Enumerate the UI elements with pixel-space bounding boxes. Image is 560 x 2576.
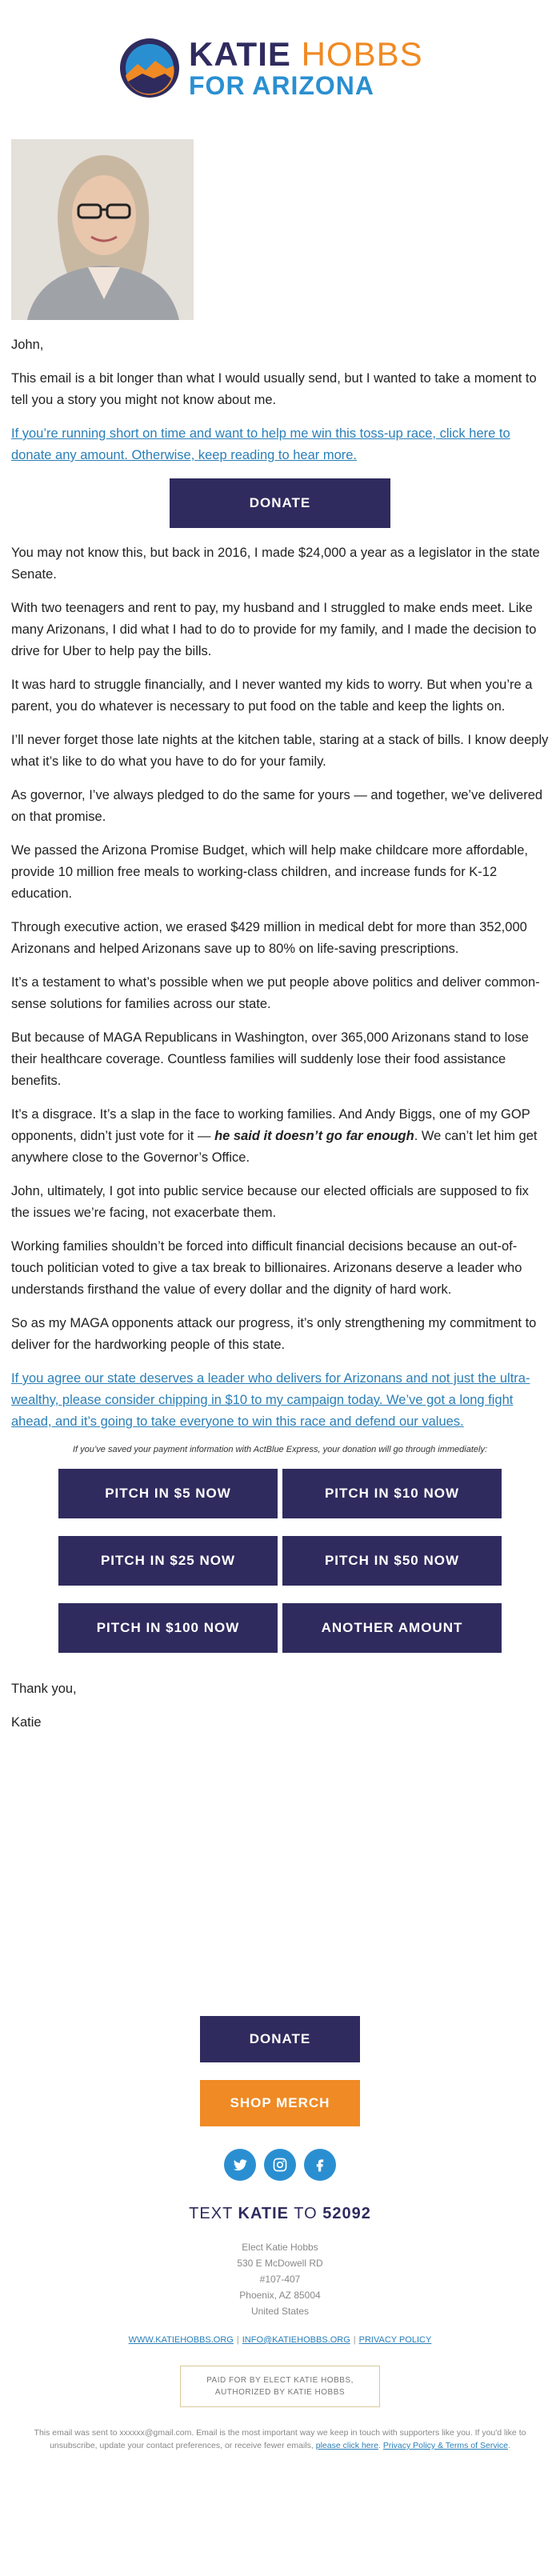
paragraph: John, ultimately, I got into public service because our elected officials are supposed to fix the issues we’re facing, not exacerbate them. — [11, 1184, 529, 1220]
email-header — [0, 0, 560, 140]
emphasis-text: he said it doesn’t go far enough — [214, 1129, 414, 1143]
paragraph: Working families shouldn’t be forced into difficult financial decisions because an out-of-touch politician voted to give a tax break to billionaires. Arizonans deserve a leader who understands firsthand the value of every dollar and the dignity of hard work. — [11, 1239, 522, 1297]
paragraph: As governor, I’ve always pledged to do the same for yours — and together, we’ve delivered on that promise. — [11, 788, 543, 824]
address-line: Elect Katie Hobbs — [242, 2242, 318, 2253]
pitch-in-50-button[interactable]: PITCH IN $50 NOW — [282, 1536, 502, 1586]
privacy-policy-link[interactable]: PRIVACY POLICY — [358, 2335, 432, 2345]
email-link[interactable]: INFO@KATIEHOBBS.ORG — [242, 2335, 350, 2345]
pitch-in-100-button[interactable]: PITCH IN $100 NOW — [58, 1603, 278, 1653]
facebook-icon[interactable] — [304, 2149, 336, 2181]
shop-merch-button[interactable]: SHOP MERCH — [200, 2080, 360, 2126]
address-line: #107-407 — [259, 2274, 301, 2285]
privacy-terms-link[interactable]: Privacy Policy & Terms of Service — [382, 2441, 508, 2450]
another-amount-button[interactable]: ANOTHER AMOUNT — [282, 1603, 502, 1653]
text-number: 52092 — [322, 2205, 371, 2222]
paragraph — [11, 1104, 549, 1169]
paragraph: Through executive action, we erased $429 million in medical debt for more than 352,000 Arizonans and helped Arizonans save up to 80% on life-saving prescriptions. — [11, 920, 527, 956]
paragraph: With two teenagers and rent to pay, my husband and I struggled to make ends meet. Like many Arizonans, I did what I had to do to provide for my family, and I made the decision to drive for Uber to help pay the bills. — [11, 601, 537, 658]
address-line: Phoenix, AZ 85004 — [239, 2290, 321, 2301]
footer-links — [0, 2335, 560, 2345]
separator: | — [353, 2335, 356, 2345]
paragraph: It was hard to struggle financially, and I never wanted my kids to worry. But when you’re a parent, you do whatever is necessary to put food on the table and keep the lights on. — [11, 678, 533, 714]
logo-tagline: FOR ARIZONA — [189, 71, 375, 100]
footer-donate-button[interactable]: DONATE — [200, 2016, 360, 2062]
email-body — [11, 334, 549, 1746]
address-line: 530 E McDowell RD — [237, 2258, 323, 2269]
candidate-photo — [11, 139, 194, 320]
paragraph-text: It’s a disgrace. It’s a slap in the face to working families. And Andy Biggs, one of my GOP opponents, didn’t just vote for it — — [11, 1107, 530, 1143]
text-prefix: TEXT — [189, 2205, 233, 2222]
twitter-icon[interactable] — [224, 2149, 256, 2181]
email-footer — [0, 2016, 560, 2452]
logo-katie-text: KATIE — [189, 35, 291, 73]
paragraph: We passed the Arizona Promise Budget, which will help make childcare more affordable, provide 10 million free meals to working-class children, and increase funds for K-12 education. — [11, 843, 528, 901]
pitch-in-25-button[interactable]: PITCH IN $25 NOW — [58, 1536, 278, 1586]
paragraph-text: . We can’t let him get anywhere close to the Governor’s Office. — [11, 1129, 538, 1165]
text-keyword: KATIE — [238, 2205, 290, 2222]
arizona-sun-icon — [118, 37, 181, 99]
paid-for-by-box — [180, 2366, 380, 2407]
paid-for-line: PAID FOR BY ELECT KATIE HOBBS, — [206, 2376, 354, 2385]
campaign-logo[interactable] — [118, 37, 423, 99]
unsubscribe-disclaimer: This email was sent to xxxxxx@gmail.com. Email is the most important way we keep in touch with supporters like you. If you'd like to unsubscribe, update your contact preferences, or receive fewer emails, please click here. Privacy Policy & Terms of Service. — [34, 2428, 526, 2450]
text-to: TO — [294, 2205, 318, 2222]
mailing-address — [0, 2239, 560, 2319]
closing: Thank you, — [11, 1682, 77, 1696]
portrait-illustration — [11, 139, 194, 320]
paragraph: So as my MAGA opponents attack our progress, it’s only strengthening my commitment to deliver for the hardworking people of this state. — [11, 1316, 537, 1352]
greeting: John, — [11, 338, 44, 352]
chip-in-10-link[interactable]: If you agree our state deserves a leader who delivers for Arizonans and not just the ultra-wealthy, please consider chipping in $10 to my campaign today. We’ve got a long fight ahead, and it’s going to take everyone to win this race and defend our values. — [11, 1371, 530, 1429]
paragraph: It’s a testament to what’s possible when we put people above politics and deliver common-sense solutions for families across our state. — [11, 975, 540, 1011]
pitch-button-grid — [11, 1469, 549, 1653]
website-link[interactable]: WWW.KATIEHOBBS.ORG — [128, 2335, 234, 2345]
paragraph: I’ll never forget those late nights at the kitchen table, staring at a stack of bills. I know deeply what it’s like to do what you have to do for your family. — [11, 733, 549, 769]
address-line: United States — [250, 2306, 310, 2317]
logo-hobbs-text: HOBBS — [301, 35, 423, 73]
disclaimer-text: This email was sent to xxxxxx@gmail.com. Email is the most important way we keep in touch with supporters like you. If you'd like to unsubscribe, update your contact preferences, or receive fewer emails, — [34, 2428, 526, 2450]
separator: | — [236, 2335, 239, 2345]
donate-any-amount-link[interactable]: If you’re running short on time and want to help me win this toss-up race, click here to donate any amount. Otherwise, keep reading to hear more. — [11, 426, 510, 462]
unsubscribe-link[interactable]: please click here — [315, 2441, 378, 2450]
text-to-join — [0, 2205, 560, 2223]
pitch-in-10-button[interactable]: PITCH IN $10 NOW — [282, 1469, 502, 1518]
paragraph: But because of MAGA Republicans in Washington, over 365,000 Arizonans stand to lose their healthcare coverage. Countless families will suddenly lose their food assistance benefits. — [11, 1030, 529, 1088]
paragraph: This email is a bit longer than what I would usually send, but I wanted to take a moment to tell you a story you might not know about me. — [11, 371, 537, 407]
donate-button[interactable]: DONATE — [170, 478, 390, 528]
authorized-line: AUTHORIZED BY KATIE HOBBS — [214, 2388, 346, 2397]
signature: Katie — [11, 1715, 42, 1730]
instagram-icon[interactable] — [264, 2149, 296, 2181]
actblue-note: If you’ve saved your payment information with ActBlue Express, your donation will go through immediately: — [72, 1445, 488, 1454]
pitch-in-5-button[interactable]: PITCH IN $5 NOW — [58, 1469, 278, 1518]
social-links — [0, 2149, 560, 2181]
paragraph: You may not know this, but back in 2016, I made $24,000 a year as a legislator in the state Senate. — [11, 546, 540, 582]
